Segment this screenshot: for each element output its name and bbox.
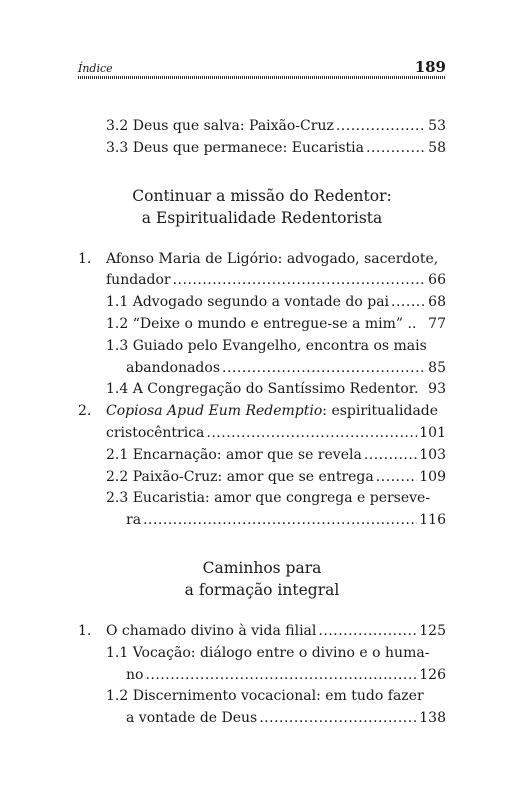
toc-entry-title: 3.2 Deus que salva: Paixão-Cruz: [106, 118, 334, 134]
toc-entry: [78, 510, 446, 532]
dot-leader: [206, 423, 417, 445]
toc-entry: [78, 708, 446, 730]
chapter-heading: [78, 401, 446, 423]
dot-leader: [391, 292, 424, 314]
toc-entry-page: 66: [428, 272, 446, 289]
toc-entry-title: 1.1 Advogado segundo a vontade do pai: [106, 294, 390, 311]
toc-entry-page: 93: [428, 381, 446, 398]
toc-entry: [78, 423, 446, 445]
toc-entry: [78, 621, 446, 643]
dot-leader: [222, 358, 424, 380]
toc-entry: [78, 379, 446, 401]
toc-entry-page: 85: [428, 359, 446, 376]
dot-leader: [143, 510, 417, 532]
toc-entry-line: [78, 686, 446, 708]
part-title-line: a Espiritualidade Redentorista: [141, 208, 383, 227]
toc-entry: [78, 467, 446, 489]
toc-entry-page: 101: [419, 424, 446, 441]
toc-entry-title: 1.1 Vocação: diálogo entre o divino e o huma-: [106, 644, 430, 661]
chapter-title-line: O chamado divino à vida filial: [106, 622, 317, 639]
toc-entry: [78, 292, 446, 314]
toc-entry-title: abandonados: [126, 359, 221, 376]
toc-entry-title: 1.4 A Congregação do Santíssimo Redentor.: [106, 381, 419, 398]
chapter-title-rest: : espiritualidade: [322, 403, 439, 420]
toc-entry: [78, 270, 446, 292]
header-page-number: 189: [414, 58, 446, 76]
running-header: [78, 58, 446, 78]
toc-entry-title: 2.2 Paixão-Cruz: amor que se entrega: [106, 468, 374, 485]
dot-leader: [336, 116, 424, 138]
toc-entry-line: [78, 643, 446, 665]
dot-leader: [366, 138, 424, 160]
toc-entry-page: 125: [419, 622, 446, 639]
dot-leader: [259, 708, 417, 730]
toc-entry-title: 1.2 “Deixe o mundo e entregue-se a mim” ..: [106, 315, 417, 332]
chapter-title-line: fundador: [106, 272, 171, 289]
toc-entry: [78, 665, 446, 687]
toc-entry: [78, 358, 446, 380]
chapter-number: 1.: [78, 622, 92, 639]
toc-entry: [78, 138, 446, 160]
toc-entry-page: 103: [419, 446, 446, 463]
header-rule: [78, 76, 446, 79]
chapter-heading: [78, 249, 446, 271]
chapter-title-line: [78, 403, 438, 419]
toc-entry-title: 2.1 Encarnação: amor que se revela: [106, 446, 362, 463]
part-title: [78, 185, 446, 229]
toc-entry-page: 77: [428, 315, 446, 332]
part-title-line: a formação integral: [184, 580, 340, 599]
dot-leader: [364, 445, 417, 467]
part-title-line: Continuar a missão do Redentor:: [132, 186, 392, 205]
toc-entry: [78, 445, 446, 467]
toc-entry-page: 58: [428, 139, 446, 156]
toc-entry-page: 109: [419, 468, 446, 485]
dot-leader: [376, 467, 418, 489]
part-title-line: Caminhos para: [202, 558, 322, 577]
toc-entry-page: 68: [428, 294, 446, 311]
header-section-title: Índice: [78, 62, 113, 75]
toc-entry-title: 1.3 Guiado pelo Evangelho, encontra os mais: [106, 337, 427, 354]
toc-entry-title: no: [126, 666, 144, 683]
toc-entry: [78, 314, 446, 336]
dot-leader: [173, 270, 424, 292]
toc-entry-page: 126: [419, 666, 446, 683]
chapter-number: 2.: [78, 403, 92, 420]
part-title: [78, 557, 446, 601]
chapter-title-line: cristocêntrica: [106, 424, 205, 441]
toc-entry-title: 1.2 Discernimento vocacional: em tudo fazer: [106, 688, 424, 705]
toc-entry-title: 2.3 Eucaristia: amor que congrega e perseve-: [106, 490, 431, 507]
toc-entry-title: 3.3 Deus que permanece: Eucaristia: [106, 139, 364, 156]
toc-entry-page: 53: [428, 118, 446, 134]
chapter-number: 1.: [78, 250, 92, 267]
toc-entry: [78, 116, 446, 138]
table-of-contents: [78, 116, 446, 730]
chapter-title-line: Afonso Maria de Ligório: advogado, sacerdote,: [106, 250, 439, 267]
toc-entry-line: [78, 488, 446, 510]
toc-entry-page: 116: [419, 512, 446, 529]
dot-leader: [318, 621, 417, 643]
toc-entry-title: ra: [126, 512, 142, 529]
toc-entry-line: [78, 336, 446, 358]
toc-entry-title: a vontade de Deus: [126, 710, 258, 727]
dot-leader: [145, 665, 417, 687]
toc-entry-page: 138: [419, 710, 446, 727]
chapter-title-italic: Copiosa Apud Eum Redemptio: [106, 403, 323, 420]
